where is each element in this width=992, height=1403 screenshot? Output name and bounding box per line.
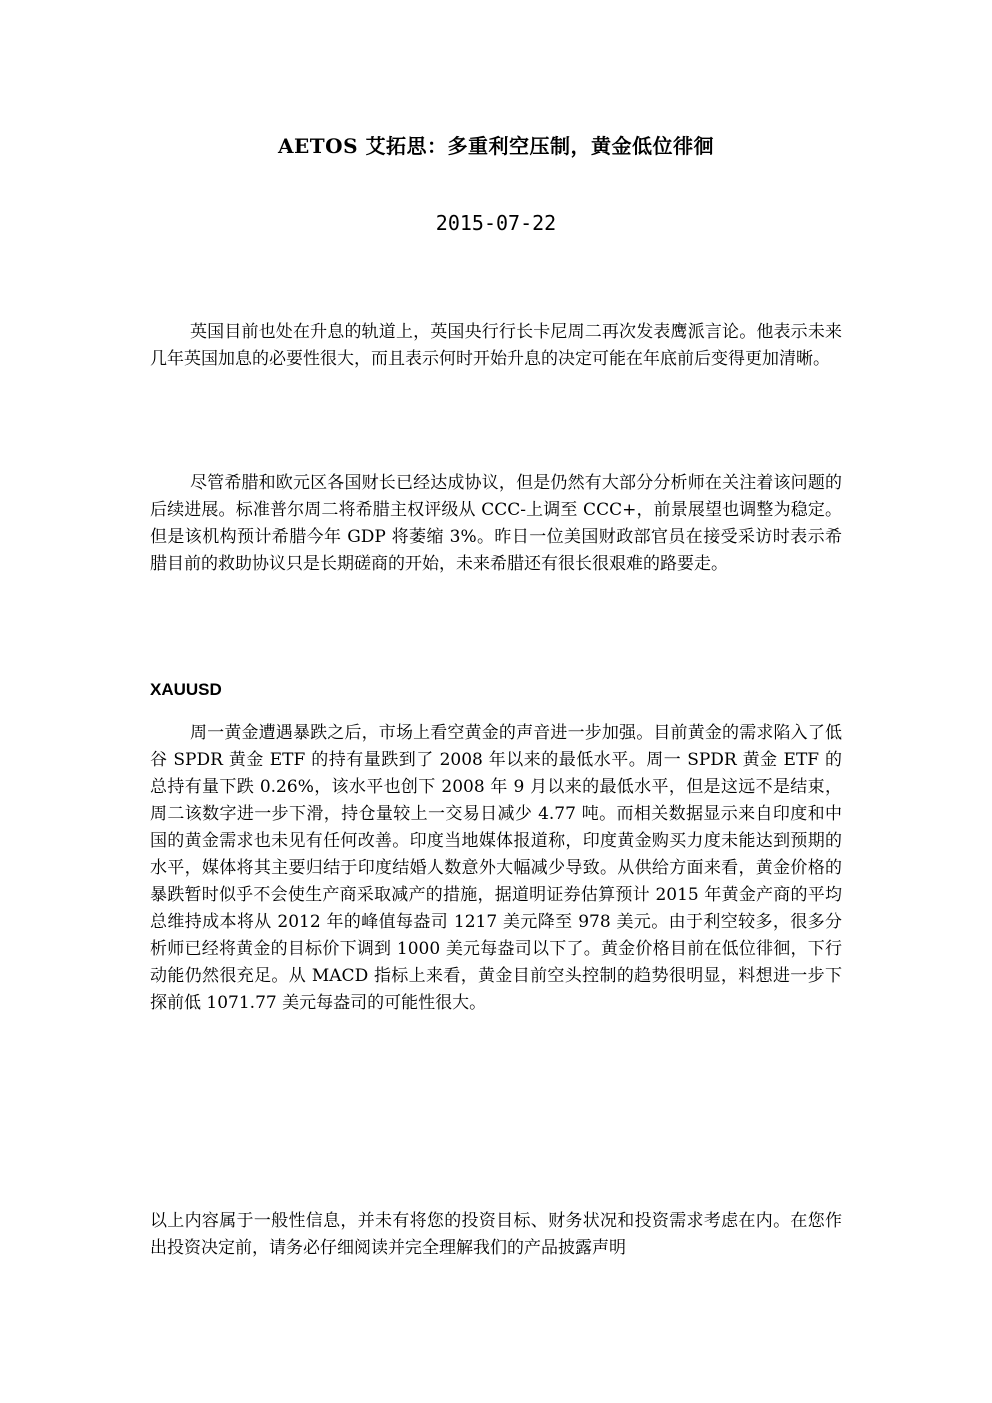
paragraph-gold-analysis: 周一黄金遭遇暴跌之后，市场上看空黄金的声音进一步加强。目前黄金的需求陷入了低谷 SPDR 黄金 ETF 的持有量跌到了 2008 年以来的最低水平。周一 SPDR 黄金 ETF 的总持有量下跌 0.26%，该水平也创下 2008 年 9 月以来的最低水平，但是这远不是结束，周二该数字进一步下滑，持仓量较上一交易日减少 4.77 吨。而相关数据显示来自印度和中国的黄金需求也未见有任何改善。印度当地媒体报道称，印度黄金购买力度未能达到预期的水平，媒体将其主要归结于印度结婚人数意外大幅减少导致。从供给方面来看，黄金价格的暴跌暂时似乎不会使生产商采取减产的措施，据道明证券估算预计 2015 年黄金产商的平均总维持成本将从 2012 年的峰值每盎司 1217 美元降至 978 美元。由于利空较多，很多分析师已经将黄金的目标价下调到 1000 美元每盎司以下了。黄金价格目前在低位徘徊，下行动能仍然很充足。从 MACD 指标上来看，黄金目前空头控制的趋势很明显，料想进一步下探前低 1071.77 美元每盎司的可能性很大。 bbox=[150, 723, 842, 1013]
section-heading-xauusd: XAUUSD bbox=[150, 680, 222, 699]
disclaimer-text: 以上内容属于一般性信息，并未有将您的投资目标、财务状况和投资需求考虑在内。在您作出投资决定前，请务必仔细阅读并完全理解我们的产品披露声明 bbox=[150, 1211, 842, 1258]
paragraph-greece: 尽管希腊和欧元区各国财长已经达成协议，但是仍然有大部分分析师在关注着该问题的后续进展。标准普尔周二将希腊主权评级从 CCC-上调至 CCC+，前景展望也调整为稳定。但是该机构预计希腊今年 GDP 将萎缩 3%。昨日一位美国财政部官员在接受采访时表示希腊目前的救助协议只是长期磋商的开始，未来希腊还有很长很艰难的路要走。 bbox=[150, 473, 842, 574]
document-title: AETOS 艾拓思：多重利空压制，黄金低位徘徊 bbox=[278, 134, 714, 158]
paragraph-uk-rates: 英国目前也处在升息的轨道上，英国央行行长卡尼周二再次发表鹰派言论。他表示未来几年英国加息的必要性很大，而且表示何时开始升息的决定可能在年底前后变得更加清晰。 bbox=[150, 322, 842, 369]
document-date: 2015-07-22 bbox=[435, 211, 557, 235]
